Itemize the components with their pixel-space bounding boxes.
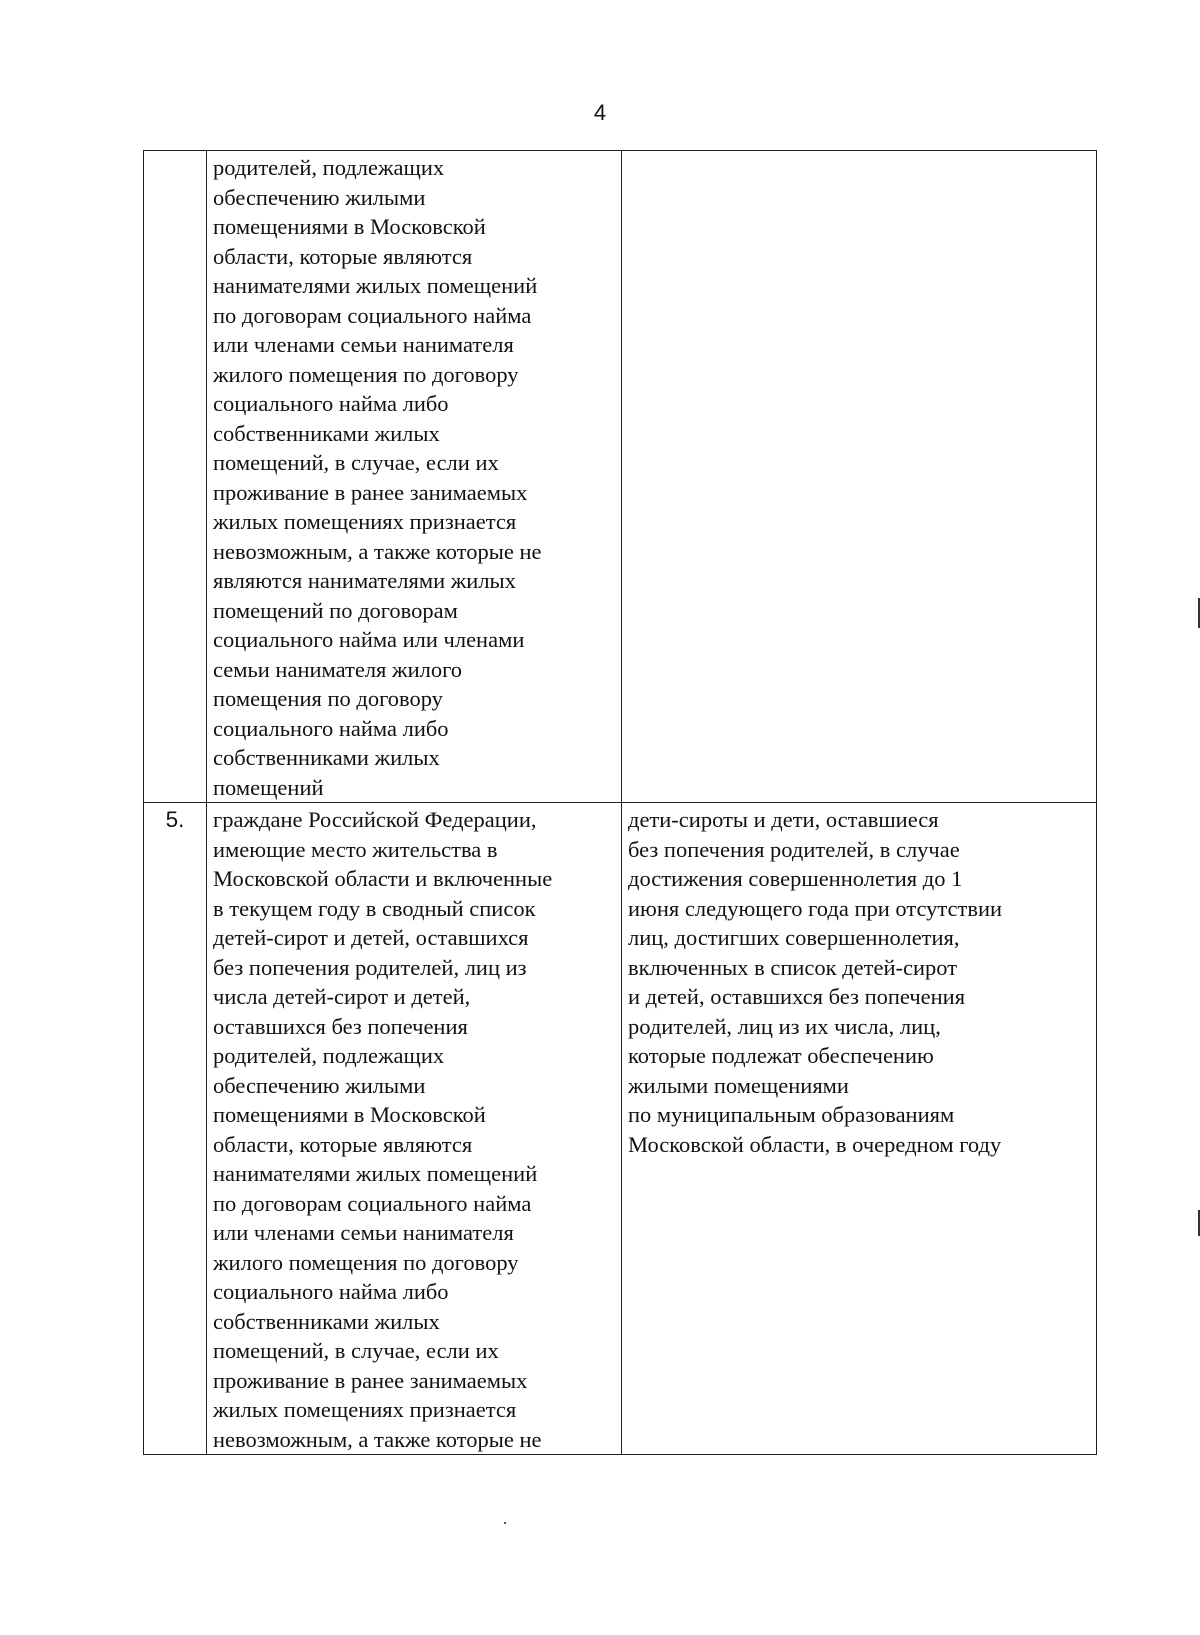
page-number: 4 bbox=[593, 100, 607, 125]
cell-text-line: июня следующего года при отсутствии bbox=[628, 895, 1003, 921]
cell-text-line: лиц, достигших совершеннолетия, bbox=[628, 925, 960, 950]
category-cell bbox=[207, 803, 622, 1455]
cell-text-line: или членами семьи нанимателя bbox=[213, 332, 514, 357]
cell-text-line: по договорам социального найма bbox=[213, 302, 532, 328]
cell-text-line: проживание в ранее занимаемых bbox=[213, 1367, 528, 1393]
cell-text-line: помещений, в случае, если их bbox=[213, 1338, 499, 1363]
cell-text-line: и детей, оставшихся без попечения bbox=[628, 984, 966, 1009]
cell-text-line: нанимателями жилых помещений bbox=[213, 273, 538, 298]
condition-cell bbox=[622, 803, 1097, 1455]
cell-text-line: собственниками жилых bbox=[213, 745, 440, 770]
cell-text-line: жилых помещениях признается bbox=[213, 1397, 517, 1422]
cell-text-line: жилыми помещениями bbox=[628, 1072, 849, 1098]
cell-text-line: дети-сироты и дети, оставшиеся bbox=[628, 807, 939, 832]
cell-text-line: помещениями в Московской bbox=[213, 214, 486, 239]
row-number-cell bbox=[144, 151, 207, 803]
row-number-cell: 5. bbox=[144, 803, 207, 1455]
table-row bbox=[144, 803, 1097, 1455]
cell-text-line: собственниками жилых bbox=[213, 420, 440, 446]
cell-text-line: помещений, в случае, если их bbox=[213, 450, 499, 475]
cell-text-line: семьи нанимателя жилого bbox=[213, 656, 463, 682]
scan-speck bbox=[504, 1522, 506, 1524]
cell-text-line: по договорам социального найма bbox=[213, 1190, 532, 1216]
cell-text-line: невозможным, а также которые не bbox=[213, 1426, 542, 1452]
cell-text-line: помещения по договору bbox=[213, 686, 443, 711]
cell-text-line: помещениями в Московской bbox=[213, 1102, 486, 1127]
cell-text-line: являются нанимателями жилых bbox=[213, 568, 516, 593]
cell-text-line: проживание в ранее занимаемых bbox=[213, 479, 528, 505]
cell-text-line: помещений bbox=[213, 774, 324, 800]
cell-text-line: достижения совершеннолетия до 1 bbox=[628, 866, 963, 891]
cell-text-line: области, которые являются bbox=[213, 1131, 473, 1157]
cell-text-line: по муниципальным образованиям bbox=[628, 1102, 955, 1127]
cell-text-line: социального найма либо bbox=[213, 715, 449, 741]
cell-text-line: социального найма или членами bbox=[213, 627, 525, 652]
cell-text-line: жилого помещения по договору bbox=[213, 1249, 519, 1275]
cell-text-line: обеспечению жилыми bbox=[213, 184, 426, 210]
category-cell bbox=[207, 151, 622, 803]
cell-text-line: которые подлежат обеспечению bbox=[628, 1043, 934, 1068]
cell-text-line: социального найма либо bbox=[213, 391, 449, 416]
document-table bbox=[143, 150, 1097, 1455]
cell-text-line: Московской области и включенные bbox=[213, 866, 553, 891]
condition-cell bbox=[622, 151, 1097, 803]
cell-text-line: социального найма либо bbox=[213, 1279, 449, 1304]
cell-text-line: жилого помещения по договору bbox=[213, 361, 519, 387]
cell-text-line: родителей, лиц из их числа, лиц, bbox=[628, 1013, 941, 1039]
cell-text-line: без попечения родителей, в случае bbox=[628, 836, 960, 862]
cell-text-line: помещений по договорам bbox=[213, 597, 458, 623]
cell-text-line: оставшихся без попечения bbox=[213, 1013, 468, 1039]
cell-text-line: нанимателями жилых помещений bbox=[213, 1161, 538, 1186]
cell-text-line: области, которые являются bbox=[213, 243, 473, 269]
cell-text-line: включенных в список детей-сирот bbox=[628, 954, 958, 980]
cell-text-line: родителей, подлежащих bbox=[213, 155, 445, 180]
cell-text-line: числа детей-сирот и детей, bbox=[213, 984, 471, 1009]
cell-text-line: собственниками жилых bbox=[213, 1308, 440, 1334]
cell-text-line: родителей, подлежащих bbox=[213, 1043, 445, 1068]
cell-text-line: в текущем году в сводный список bbox=[213, 895, 536, 921]
cell-text-line: или членами семьи нанимателя bbox=[213, 1220, 514, 1245]
cell-text-line: обеспечению жилыми bbox=[213, 1072, 426, 1098]
cell-text-line: без попечения родителей, лиц из bbox=[213, 954, 527, 980]
cell-text-line: детей-сирот и детей, оставшихся bbox=[213, 925, 529, 950]
cell-text-line: Московской области, в очередном году bbox=[628, 1131, 1002, 1157]
cell-text-line: имеющие место жительства в bbox=[213, 836, 498, 862]
cell-text-line: граждане Российской Федерации, bbox=[213, 807, 537, 832]
cell-text-line: жилых помещениях признается bbox=[213, 509, 517, 534]
table-row bbox=[144, 151, 1097, 803]
cell-text-line: невозможным, а также которые не bbox=[213, 538, 542, 564]
